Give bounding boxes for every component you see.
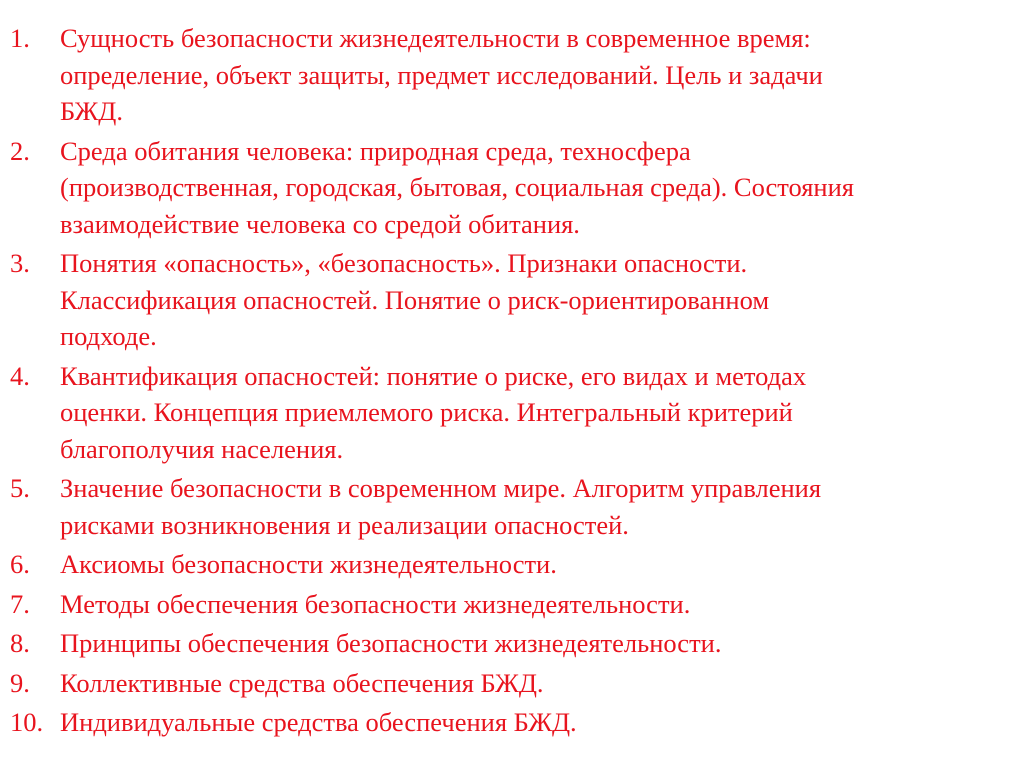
- slide-bottom-edge: [0, 759, 1024, 767]
- list-item-number: 4.: [10, 360, 30, 391]
- list-item-number: 3.: [10, 248, 30, 278]
- list-item-text: Сущность безопасности жизнедеятельности в современное время: определение, объект защиты, предмет исследований. Цель и задачи БЖД.: [60, 23, 823, 126]
- list-item: [10, 20, 1010, 130]
- list-item-text: Квантификация опасностей: понятие о риске, его видах и методах оценки. Концепция приемлемого риска. Интегральный критерий благополучия населения.: [60, 360, 807, 464]
- list-item: [10, 133, 1010, 243]
- list-item-text: Среда обитания человека: природная среда, техносфера (производственная, городская, бытовая, социальная среда). Состояния взаимодействие человека со средой обитания.: [60, 135, 854, 239]
- list-item: [10, 245, 1010, 355]
- list-item-text: Аксиомы безопасности жизнедеятельности.: [60, 549, 557, 579]
- list-item-number: 6.: [10, 549, 30, 579]
- list-item-number: 2.: [10, 135, 30, 166]
- list-item-number: 8.: [10, 628, 30, 658]
- list-item-text: Принципы обеспечения безопасности жизнедеятельности.: [60, 628, 722, 658]
- list-item: [10, 546, 1010, 583]
- list-item: [10, 358, 1010, 468]
- list-item-number: 7.: [10, 588, 30, 619]
- list-item-text: Понятия «опасность», «безопасность». Признаки опасности. Классификация опасностей. Понятие о риск-ориентированном подходе.: [60, 248, 770, 351]
- list-item: [10, 470, 1010, 543]
- list-item-text: Методы обеспечения безопасности жизнедеятельности.: [60, 588, 691, 619]
- list-item: [10, 665, 1010, 702]
- list-item-text: Коллективные средства обеспечения БЖД.: [60, 667, 544, 698]
- topic-list: [10, 20, 1010, 744]
- list-item-number: 5.: [10, 473, 30, 503]
- list-item-number: 10.: [10, 707, 44, 737]
- list-item-number: 9.: [10, 667, 30, 698]
- list-item-text: Значение безопасности в современном мире. Алгоритм управления рисками возникновения и реализации опасностей.: [60, 473, 822, 540]
- list-item-number: 1.: [10, 23, 30, 53]
- list-item: [10, 704, 1010, 741]
- list-item: [10, 625, 1010, 662]
- list-item: [10, 586, 1010, 623]
- list-item-text: Индивидуальные средства обеспечения БЖД.: [60, 707, 577, 737]
